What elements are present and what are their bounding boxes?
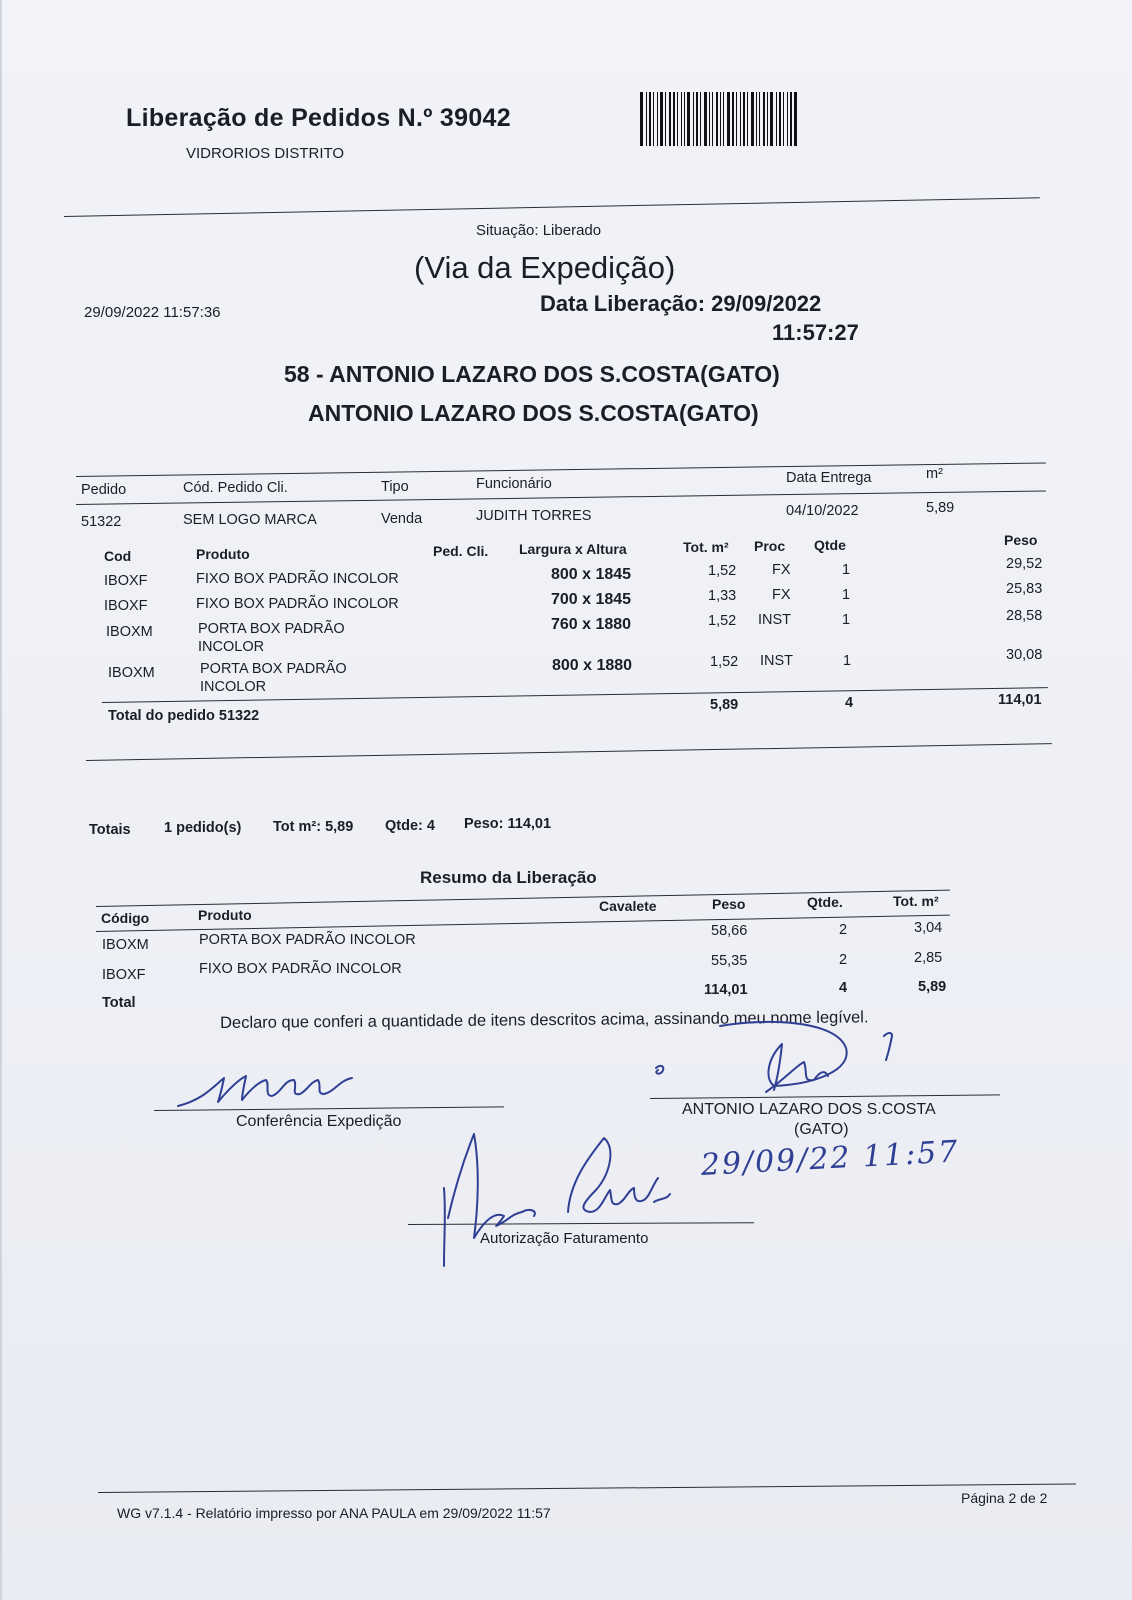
totals-m2: Tot m²: 5,89	[273, 819, 354, 835]
summary-col-qtde: Qtde.	[807, 894, 843, 910]
order-number: 51322	[81, 514, 122, 530]
item-produto: FIXO BOX PADRÃO INCOLOR	[196, 596, 399, 612]
summary-col-cavalete: Cavalete	[599, 898, 657, 914]
barcode-bar	[712, 92, 713, 146]
footer-print-info: WG v7.1.4 - Relatório impresso por ANA PAULA em 29/09/2022 11:57	[117, 1505, 551, 1521]
conferencia-label: Conferência Expedição	[236, 1113, 402, 1130]
order-data-entrega: 04/10/2022	[786, 503, 859, 519]
signature-conferencia	[172, 1066, 372, 1112]
barcode-bar	[673, 92, 675, 146]
barcode-bar	[787, 92, 788, 146]
item-col-peso: Peso	[1004, 532, 1038, 548]
barcode-bar	[767, 92, 768, 146]
col-cod-cli: Cód. Pedido Cli.	[183, 480, 288, 496]
item-col-ped-cli: Ped. Cli.	[433, 543, 489, 559]
signature-client	[646, 1018, 906, 1102]
item-produto-line2: INCOLOR	[198, 639, 265, 655]
barcode-bar	[687, 92, 690, 146]
barcode-bar	[751, 92, 754, 146]
signature-autorizacao	[438, 1128, 678, 1272]
order-funcionario: JUDITH TORRES	[476, 508, 592, 524]
summary-produto: PORTA BOX PADRÃO INCOLOR	[199, 932, 416, 948]
barcode-bar	[776, 92, 777, 146]
barcode-bar	[684, 92, 685, 146]
col-m2: m²	[926, 466, 943, 482]
summary-codigo: IBOXM	[102, 937, 149, 953]
summary-peso: 58,66	[711, 923, 748, 939]
order-total-peso: 114,01	[998, 692, 1042, 708]
summary-tot-m2: 3,04	[914, 920, 943, 936]
item-peso: 25,83	[1006, 581, 1043, 597]
barcode-bar	[700, 92, 701, 146]
item-dimensions: 800 x 1845	[551, 566, 632, 583]
release-date: Data Liberação: 29/09/2022	[540, 291, 822, 316]
barcode-bar	[756, 92, 757, 146]
order-tipo: Venda	[381, 511, 423, 527]
barcode-bar	[696, 92, 698, 146]
barcode-bar	[790, 92, 792, 146]
barcode-bar	[681, 92, 682, 146]
declaration-text: Declaro que conferi a quantidade de itens descritos acima, assinando meu nome legível.	[220, 1008, 869, 1032]
item-col-cod: Cod	[104, 548, 132, 564]
barcode-bar	[794, 92, 797, 146]
status-text: Situação: Liberado	[476, 222, 602, 239]
barcode-bar	[763, 92, 765, 146]
barcode-bar	[665, 92, 666, 146]
client-name: ANTONIO LAZARO DOS S.COSTA(GATO)	[308, 400, 759, 426]
handwritten-date: 29/09/22 11:57	[700, 1134, 961, 1183]
barcode-bar	[732, 92, 734, 146]
order-m2: 5,89	[926, 500, 955, 516]
item-peso: 30,08	[1006, 647, 1043, 663]
summary-qtde: 2	[839, 952, 848, 968]
client-signature-name: ANTONIO LAZARO DOS S.COSTA	[682, 1101, 936, 1118]
item-col-larg-alt: Largura x Altura	[519, 541, 627, 557]
order-total-m2: 5,89	[710, 697, 739, 713]
barcode-bar	[720, 92, 721, 146]
item-tot-m2: 1,33	[708, 588, 737, 604]
barcode-bar	[640, 92, 643, 146]
col-data-entrega: Data Entrega	[786, 470, 872, 486]
barcode-bar	[723, 92, 724, 146]
order-total-qtde: 4	[845, 695, 854, 711]
item-peso: 28,58	[1006, 608, 1043, 624]
release-time: 11:57:27	[772, 320, 859, 345]
summary-total-label: Total	[102, 995, 136, 1011]
barcode-bar	[740, 92, 741, 146]
divider	[76, 462, 1046, 477]
col-tipo: Tipo	[381, 479, 409, 495]
barcode-bar	[747, 92, 748, 146]
barcode-bar	[783, 92, 784, 146]
barcode-bar	[649, 92, 651, 146]
copy-type: (Via da Expedição)	[414, 250, 676, 285]
item-produto-line2: INCOLOR	[200, 679, 267, 695]
item-tot-m2: 1,52	[710, 654, 739, 670]
barcode-bar	[779, 92, 781, 146]
order-total-label: Total do pedido 51322	[108, 708, 260, 724]
item-qtde: 1	[842, 562, 851, 578]
col-pedido: Pedido	[81, 482, 127, 498]
item-tot-m2: 1,52	[708, 563, 737, 579]
order-cod-cli: SEM LOGO MARCA	[183, 512, 317, 528]
barcode-bar	[660, 92, 663, 146]
item-tot-m2: 1,52	[708, 613, 737, 629]
print-timestamp: 29/09/2022 11:57:36	[84, 304, 221, 321]
client-code-name: 58 - ANTONIO LAZARO DOS S.COSTA(GATO)	[284, 361, 780, 387]
barcode-bar	[646, 92, 647, 146]
item-cod: IBOXF	[104, 573, 148, 589]
item-proc: FX	[772, 587, 791, 603]
summary-total-peso: 114,01	[704, 982, 748, 998]
item-col-produto: Produto	[196, 546, 250, 562]
item-peso: 29,52	[1006, 556, 1043, 572]
barcode-bar	[770, 92, 773, 146]
barcode-bar	[716, 92, 718, 146]
summary-col-peso: Peso	[712, 896, 746, 912]
summary-col-codigo: Código	[101, 910, 150, 926]
barcode-bar	[677, 92, 678, 146]
item-proc: INST	[760, 653, 794, 669]
totals-label: Totais	[89, 822, 131, 838]
item-produto: PORTA BOX PADRÃO	[200, 661, 347, 677]
col-funcionario: Funcionário	[476, 476, 552, 492]
document-title: Liberação de Pedidos N.º 39042	[126, 104, 511, 132]
item-qtde: 1	[842, 612, 851, 628]
autorizacao-label: Autorização Faturamento	[480, 1230, 649, 1247]
totals-qtde: Qtde: 4	[385, 818, 435, 834]
item-produto: PORTA BOX PADRÃO	[198, 621, 345, 637]
barcode-bar	[653, 92, 654, 146]
item-proc: INST	[758, 612, 792, 628]
summary-total-tot-m2: 5,89	[918, 979, 947, 995]
divider	[86, 743, 1052, 761]
barcode-bar	[693, 92, 694, 146]
summary-codigo: IBOXF	[102, 967, 146, 983]
item-cod: IBOXF	[104, 598, 148, 614]
item-cod: IBOXM	[106, 624, 153, 640]
summary-total-qtde: 4	[839, 980, 848, 996]
barcode-bar	[669, 92, 671, 146]
item-qtde: 1	[843, 653, 852, 669]
barcode-bar	[704, 92, 707, 146]
client-signature-nickname: (GATO)	[794, 1121, 849, 1138]
item-col-qtde: Qtde	[814, 537, 846, 553]
item-qtde: 1	[842, 587, 851, 603]
totals-pedidos: 1 pedido(s)	[164, 820, 242, 836]
summary-title: Resumo da Liberação	[420, 868, 597, 887]
barcode-bar	[743, 92, 745, 146]
barcode-bar	[709, 92, 710, 146]
divider	[64, 197, 1040, 217]
item-dimensions: 700 x 1845	[551, 591, 632, 608]
item-produto: FIXO BOX PADRÃO INCOLOR	[196, 571, 399, 587]
item-dimensions: 760 x 1880	[551, 616, 632, 633]
page-number: Página 2 de 2	[961, 1490, 1048, 1506]
item-cod: IBOXM	[108, 665, 155, 681]
barcode	[640, 92, 814, 146]
item-col-proc: Proc	[754, 538, 786, 554]
summary-tot-m2: 2,85	[914, 950, 943, 966]
barcode-bar	[657, 92, 658, 146]
totals-peso: Peso: 114,01	[464, 816, 552, 832]
item-dimensions: 800 x 1880	[552, 657, 633, 674]
barcode-bar	[727, 92, 730, 146]
summary-peso: 55,35	[711, 953, 748, 969]
barcode-bar	[759, 92, 760, 146]
item-col-tot-m2: Tot. m²	[683, 539, 729, 555]
barcode-bar	[736, 92, 737, 146]
summary-col-tot-m2: Tot. m²	[893, 893, 939, 909]
footer-divider	[98, 1483, 1076, 1493]
summary-qtde: 2	[839, 922, 848, 938]
summary-produto: FIXO BOX PADRÃO INCOLOR	[199, 961, 402, 977]
summary-col-produto: Produto	[198, 907, 252, 923]
company-name: VIDRORIOS DISTRITO	[186, 145, 345, 162]
item-proc: FX	[772, 562, 791, 578]
